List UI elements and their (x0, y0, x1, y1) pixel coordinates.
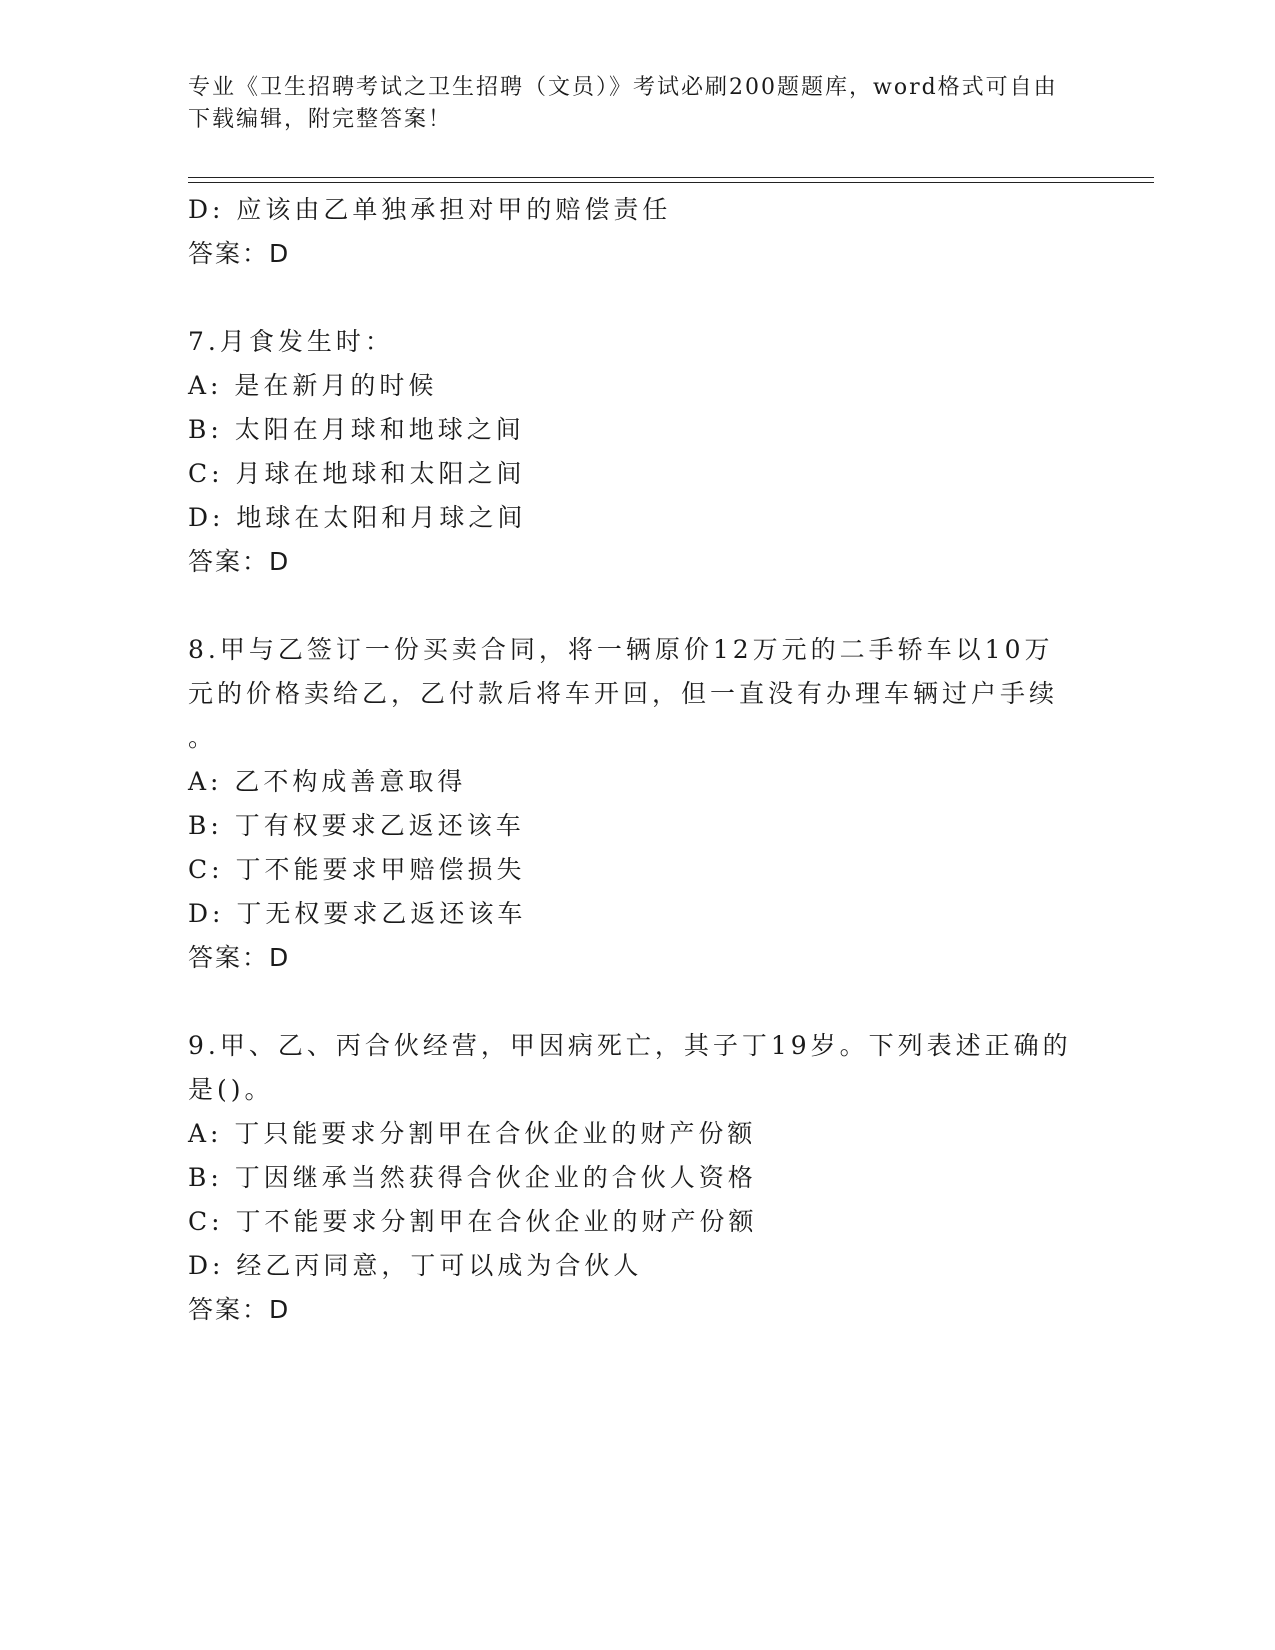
q6-option-d: D: 应该由乙单独承担对甲的赔偿责任 (188, 195, 672, 224)
q8-option-d: D: 丁无权要求乙返还该车 (188, 899, 527, 928)
q8-option-a: A: 乙不构成善意取得 (188, 767, 467, 796)
q7-option-a: A: 是在新月的时候 (188, 371, 438, 400)
q7-answer: 答案：D (188, 547, 291, 576)
header-divider-top (188, 177, 1154, 178)
q9-option-b: B: 丁因继承当然获得合伙企业的合伙人资格 (188, 1163, 757, 1192)
q7-option-c: C: 月球在地球和太阳之间 (188, 459, 526, 488)
q6-answer: 答案：D (188, 239, 291, 268)
q9-option-a: A: 丁只能要求分割甲在合伙企业的财产份额 (188, 1119, 757, 1148)
q8-question-line3: 。 (188, 723, 218, 752)
q8-option-b: B: 丁有权要求乙返还该车 (188, 811, 525, 840)
q9-question-line1: 9.甲、乙、丙合伙经营，甲因病死亡，其子丁19岁。下列表述正确的 (188, 1031, 1072, 1060)
q7-option-b: B: 太阳在月球和地球之间 (188, 415, 525, 444)
document-header: 专业《卫生招聘考试之卫生招聘（文员）》考试必刷200题题库，word格式可自由下载编辑，附完整答案！ (188, 75, 1058, 132)
q8-question-line1: 8.甲与乙签订一份买卖合同，将一辆原价12万元的二手轿车以10万 (188, 635, 1054, 664)
q9-answer: 答案：D (188, 1295, 291, 1324)
q8-question-line2: 元的价格卖给乙，乙付款后将车开回，但一直没有办理车辆过户手续 (188, 679, 1059, 708)
q7-option-d: D: 地球在太阳和月球之间 (188, 503, 527, 532)
q8-answer: 答案：D (188, 943, 291, 972)
q9-option-c: C: 丁不能要求分割甲在合伙企业的财产份额 (188, 1207, 758, 1236)
header-divider-bottom (188, 182, 1154, 183)
q7-question: 7.月食发生时： (188, 327, 394, 356)
q9-question-line2: 是()。 (188, 1075, 274, 1104)
q9-option-d: D: 经乙丙同意，丁可以成为合伙人 (188, 1251, 643, 1280)
q8-option-c: C: 丁不能要求甲赔偿损失 (188, 855, 526, 884)
